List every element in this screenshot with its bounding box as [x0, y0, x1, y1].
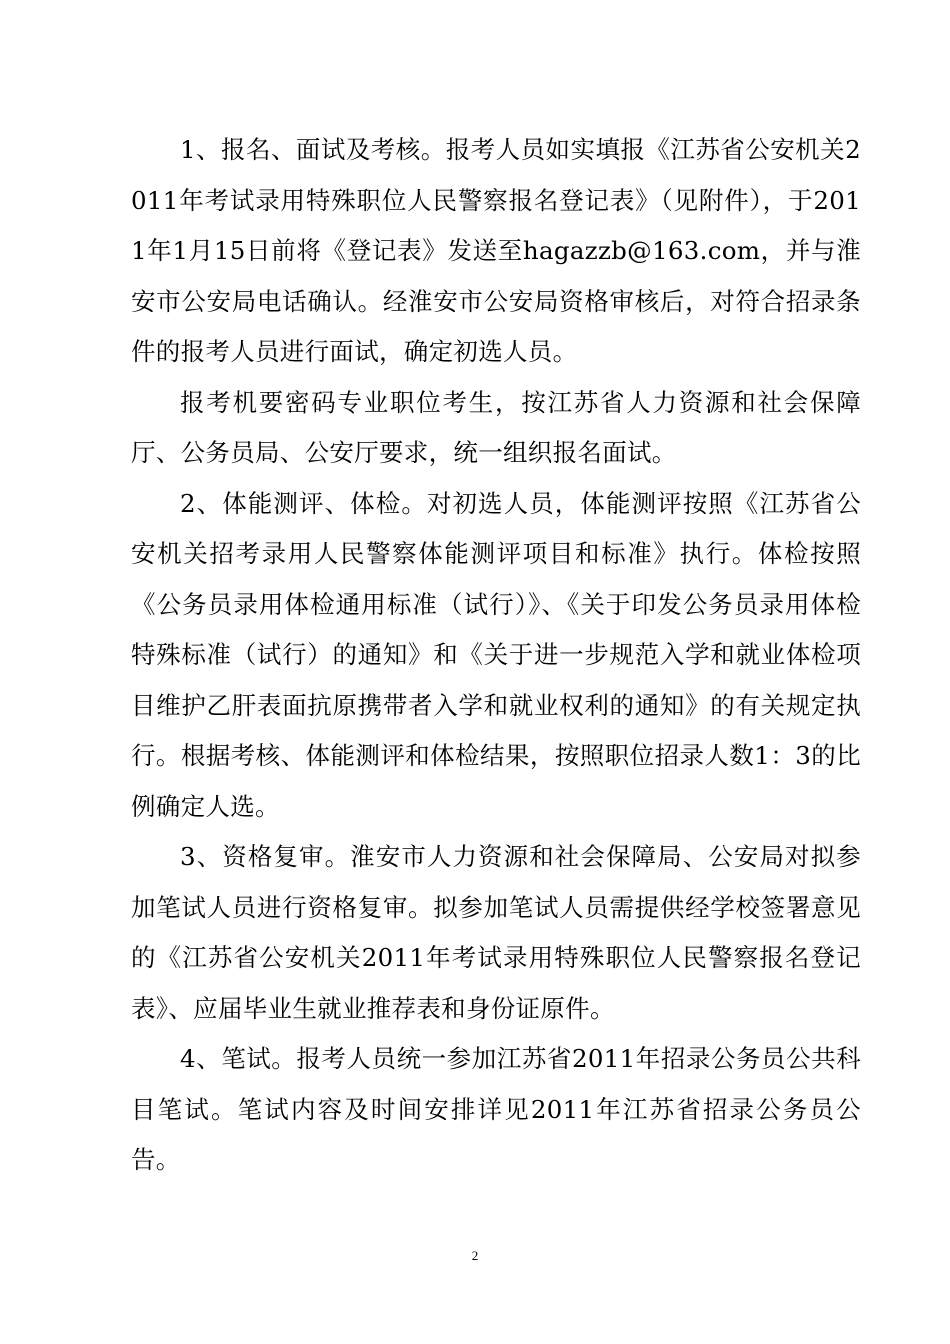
paragraph-registration: 1、报名、面试及考核。报考人员如实填报《江苏省公安机关2011年考试录用特殊职位人民警察报名登记表》（见附件），于2011年1月15日前将《登记表》发送至hagazzb@163.com，并与淮安市公安局电话确认。经淮安市公安局资格审核后，对符合招录条件的报考人员进行面试，确定初选人员。: [131, 135, 861, 366]
page-number: 2: [471, 1248, 479, 1263]
paragraph-cipher-positions: 报考机要密码专业职位考生，按江苏省人力资源和社会保障厅、公务员局、公安厅要求，统一组织报名面试。: [131, 387, 861, 467]
paragraph-written-exam: 4、笔试。报考人员统一参加江苏省2011年招录公务员公共科目笔试。笔试内容及时间安排详见2011年江苏省招录公务员公告。: [131, 1044, 861, 1174]
paragraph-physical-test: 2、体能测评、体检。对初选人员，体能测评按照《江苏省公安机关招考录用人民警察体能测评项目和标准》执行。体检按照《公务员录用体检通用标准（试行）》、《关于印发公务员录用体检特殊标准（试行）的通知》和《关于进一步规范入学和就业体检项目维护乙肝表面抗原携带者入学和就业权利的通知》的有关规定执行。根据考核、体能测评和体检结果，按照职位招录人数1：3的比例确定人选。: [131, 488, 862, 821]
body-text: [131, 125, 861, 1186]
paragraph-qualification-review: 3、资格复审。淮安市人力资源和社会保障局、公安局对拟参加笔试人员进行资格复审。拟参加笔试人员需提供经学校签署意见的《江苏省公安机关2011年考试录用特殊职位人民警察报名登记表》、应届毕业生就业推荐表和身份证原件。: [131, 842, 861, 1023]
